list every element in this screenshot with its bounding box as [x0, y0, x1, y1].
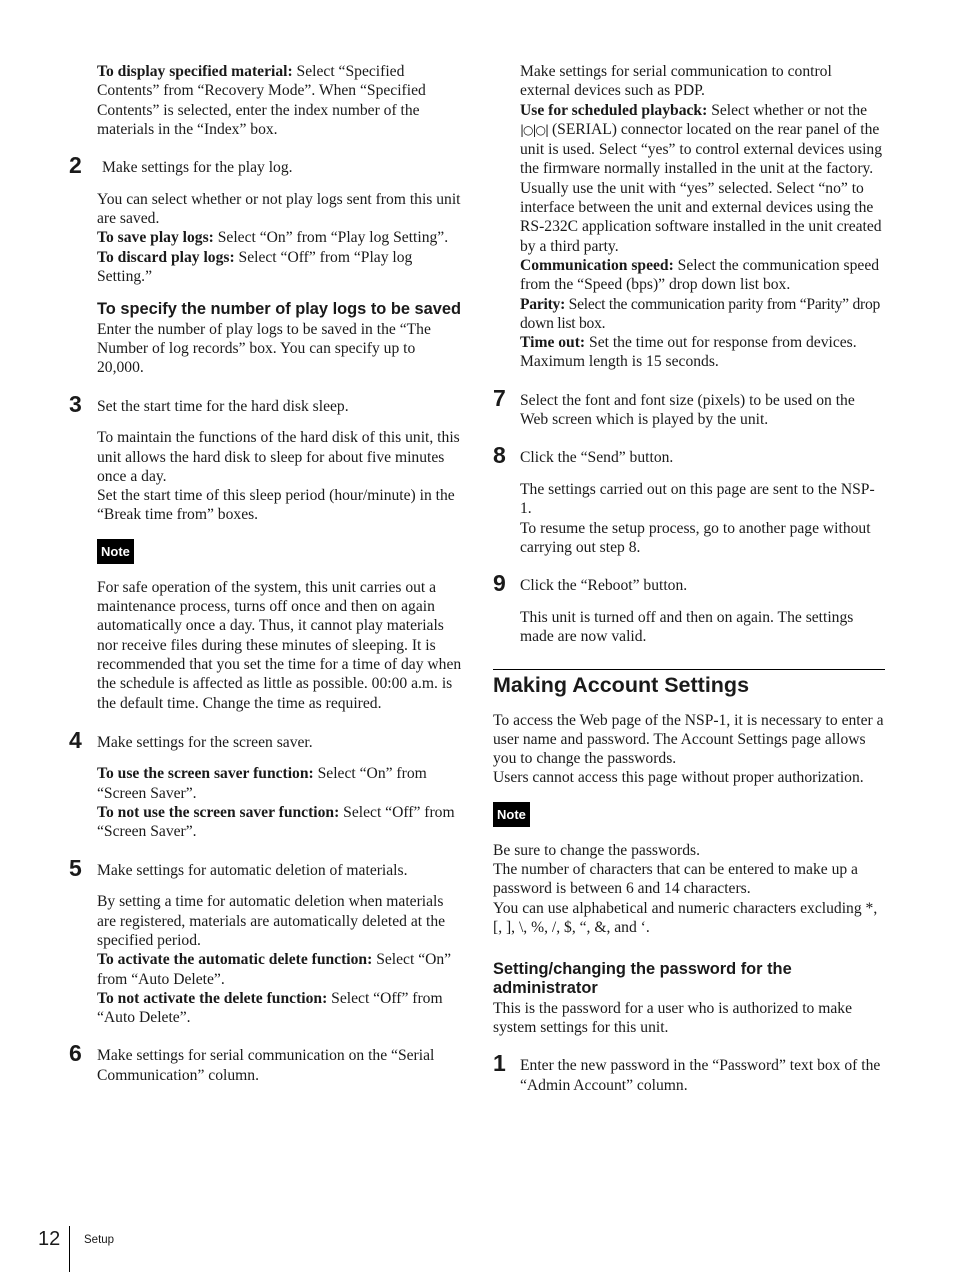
communication-speed: Communication speed: Select the communication speed from the “Speed (bps)” drop down list box.	[520, 256, 880, 294]
step-number: 6	[69, 1040, 82, 1067]
step-6	[69, 1040, 463, 1085]
save-play-logs: To save play logs: Select “On” from “Play log Setting”.	[97, 229, 449, 247]
step-8	[493, 442, 885, 557]
right-column	[493, 62, 885, 1095]
parity: Parity: Select the communication parity from “Parity” drop down list box.	[520, 295, 881, 332]
step-3	[69, 390, 463, 417]
reboot-body: This unit is turned off and then on again. The settings made are now valid.	[520, 608, 854, 646]
note-text: For safe operation of the system, this unit carries out a maintenance process, turns off once and then on again automatically once a day. Thus, it cannot play materials nor receive files during these minutes of sleeping. It is recommended that you set the time for a time of day when the schedule is affected as little as possible. 00:00 a.m. is the default time. Change the time as required.	[97, 578, 462, 712]
step-number: 7	[493, 384, 506, 411]
hard-disk-body: To maintain the functions of the hard disk of this unit, this unit allows the hard disk to sleep for about five minutes once a day.	[97, 429, 460, 485]
play-log-intro: You can select whether or not play logs sent from this unit are saved.	[97, 190, 461, 228]
note-text-1: Be sure to change the passwords.	[493, 841, 700, 859]
note-block	[97, 539, 463, 564]
note-text-2: The number of characters that can be entered to make up a password is between 6 and 14 characters.	[493, 860, 858, 898]
scheduled-playback: Use for scheduled playback: Select whether or not the |○|○| (SERIAL) connector located on the rear panel of the unit is used. Select “yes” to control external devices using the firmware normally installed in the unit at the factory. Usually use the unit with “yes” selected. Select “no” to interface between the unit and external devices using the RS-232C application software installed in the unit created by a third party.	[520, 101, 883, 255]
play-log-count-text: Enter the number of play logs to be saved in the “The Number of log records” box. You can specify up to 20,000.	[97, 320, 431, 377]
step-5	[69, 854, 463, 881]
time-out: Time out: Set the time out for response from devices. Maximum length is 15 seconds.	[520, 334, 857, 371]
hard-disk-body-2: Set the start time of this sleep period (hour/minute) in the “Break time from” boxes.	[97, 487, 455, 524]
auto-delete-body: By setting a time for automatic deletion when materials are registered, materials are automatically deleted at the specified period.	[97, 893, 446, 949]
account-intro: To access the Web page of the NSP-1, it is necessary to enter a user name and password. The Account Settings page allows you to change the passwords.	[493, 711, 884, 768]
play-log-count-heading: To specify the number of play logs to be saved	[97, 300, 462, 319]
serial-connector-icon: |○|○|	[520, 122, 549, 137]
step-7	[493, 384, 885, 430]
page-number: 12	[38, 1228, 61, 1250]
note-badge: Note	[493, 802, 530, 827]
step-text: Make settings for the play log.	[102, 159, 293, 177]
step-text: Enter the new password in the “Password” text box of the “Admin Account” column.	[520, 1057, 881, 1094]
step-number: 2	[69, 152, 82, 179]
screen-saver-use: To use the screen saver function: Select “On” from “Screen Saver”.	[97, 765, 427, 802]
step-number: 8	[493, 442, 506, 469]
step-number: 1	[493, 1050, 506, 1077]
step-text: Select the font and font size (pixels) to be used on the Web screen which is played by the unit.	[520, 391, 855, 429]
step-number: 9	[493, 570, 506, 597]
step-number: 4	[69, 726, 82, 753]
step-text: Make settings for serial communication on the “Serial Communication” column.	[97, 1047, 435, 1084]
step-number: 5	[69, 854, 82, 881]
account-authorization: Users cannot access this page without proper authorization.	[493, 769, 864, 787]
step-text: Make settings for automatic deletion of materials.	[97, 861, 408, 879]
left-column	[69, 62, 463, 1085]
auto-delete-activate: To activate the automatic delete function: Select “On” from “Auto Delete”.	[97, 951, 452, 988]
section-label: Setup	[84, 1234, 115, 1246]
admin-password-text: This is the password for a user who is authorized to make system settings for this unit.	[493, 999, 853, 1037]
step-text: Click the “Send” button.	[520, 449, 674, 467]
serial-intro: Make settings for serial communication to control external devices such as PDP.	[520, 63, 832, 100]
step-2	[69, 152, 463, 179]
step-4	[69, 726, 463, 753]
admin-password-heading: Setting/changing the password for the administrator	[493, 960, 792, 998]
step-1	[493, 1050, 885, 1095]
send-body: The settings carried out on this page are sent to the NSP-1.	[520, 481, 875, 518]
screen-saver-not-use: To not use the screen saver function: Select “Off” from “Screen Saver”.	[97, 804, 455, 841]
step-text: Set the start time for the hard disk sleep.	[97, 397, 349, 415]
note-text-3: You can use alphabetical and numeric characters excluding *, [, ], \, %, /, $, “, &, and ‘.	[493, 899, 878, 936]
serial-settings	[520, 62, 885, 372]
step-9	[493, 570, 885, 646]
note-block	[493, 802, 885, 827]
send-body-2: To resume the setup process, go to another page without carrying out step 8.	[520, 519, 871, 556]
footer-divider	[69, 1226, 70, 1272]
step-text: Click the “Reboot” button.	[520, 577, 688, 595]
discard-play-logs: To discard play logs: Select “Off” from “Play log Setting.”	[97, 248, 413, 286]
step-text: Make settings for the screen saver.	[97, 733, 313, 751]
step-number: 3	[69, 390, 82, 417]
auto-delete-not-activate: To not activate the delete function: Select “Off” from “Auto Delete”.	[97, 989, 443, 1027]
note-badge: Note	[97, 539, 134, 564]
display-material-paragraph: To display specified material: Select “Specified Contents” from “Recovery Mode”. When “Specified Contents” is selected, enter the index number of the materials in the “Index” box.	[97, 63, 426, 138]
section-title: Making Account Settings	[493, 669, 885, 698]
